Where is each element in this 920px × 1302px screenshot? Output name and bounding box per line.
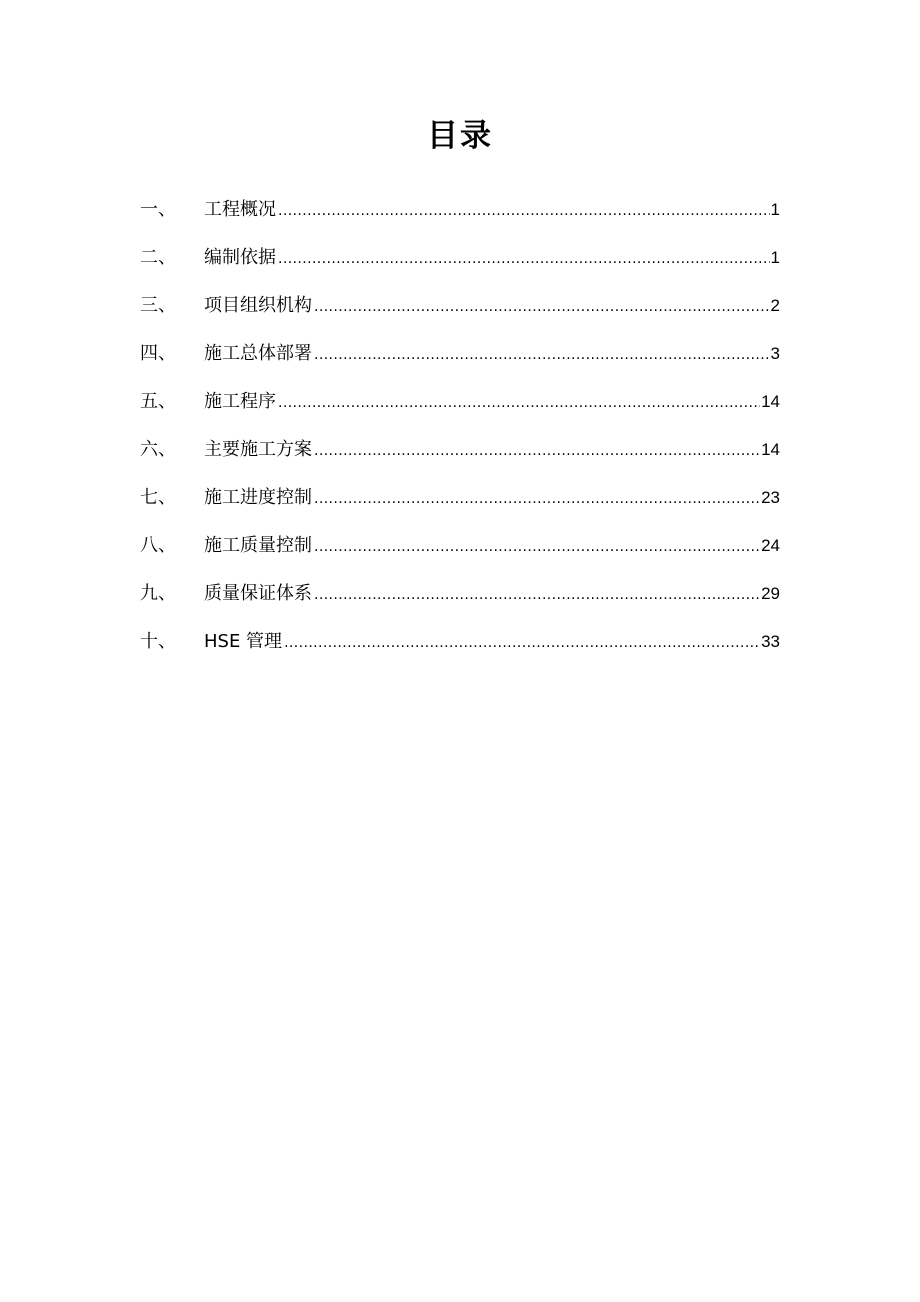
toc-entry-page: 3 <box>770 344 780 363</box>
toc-dot-leader <box>278 379 760 427</box>
toc-entry-title: 项目组织机构 <box>204 295 312 316</box>
toc-entry-page: 23 <box>761 488 780 507</box>
toc-entry-title: 工程概况 <box>204 199 276 220</box>
toc-entry-title: 主要施工方案 <box>204 439 312 460</box>
toc-entry-title: 施工进度控制 <box>204 487 312 508</box>
toc-dot-leader <box>314 427 760 475</box>
toc-entry-4[interactable] <box>140 330 780 378</box>
toc-dot-leader <box>278 187 770 235</box>
toc-entry-3[interactable] <box>140 282 780 330</box>
toc-entry-title: 编制依据 <box>204 247 276 268</box>
toc-entry-10[interactable] <box>140 618 780 666</box>
toc-entry-9[interactable] <box>140 570 780 618</box>
toc-dot-leader <box>314 571 760 619</box>
toc-entry-page: 33 <box>761 632 780 651</box>
toc-entry-number: 三、 <box>140 295 176 316</box>
toc-entry-number: 九、 <box>140 583 176 604</box>
toc-dot-leader <box>314 475 760 523</box>
toc-entry-6[interactable] <box>140 426 780 474</box>
toc-entry-2[interactable] <box>140 234 780 282</box>
toc-entry-number: 六、 <box>140 439 176 460</box>
toc-entry-page: 2 <box>770 296 780 315</box>
toc-entry-8[interactable] <box>140 522 780 570</box>
toc-entry-page: 1 <box>770 200 780 219</box>
toc-entry-1[interactable] <box>140 186 780 234</box>
toc-entry-number: 五、 <box>140 391 176 412</box>
toc-dot-leader <box>314 331 770 379</box>
toc-entry-number: 七、 <box>140 487 176 508</box>
toc-entry-title: HSE 管理 <box>204 631 283 652</box>
toc-list <box>140 186 780 666</box>
toc-entry-page: 29 <box>761 584 780 603</box>
toc-dot-leader <box>284 619 760 667</box>
toc-dot-leader <box>278 235 770 283</box>
toc-dot-leader <box>314 283 770 331</box>
toc-entry-page: 14 <box>761 392 780 411</box>
toc-entry-page: 1 <box>770 248 780 267</box>
page-title: 目录 <box>427 118 493 154</box>
toc-entry-page: 14 <box>761 440 780 459</box>
toc-entry-page: 24 <box>761 536 780 555</box>
toc-entry-title: 施工总体部署 <box>204 343 312 364</box>
toc-entry-number: 四、 <box>140 343 176 364</box>
toc-dot-leader <box>314 523 760 571</box>
toc-entry-title: 质量保证体系 <box>204 583 312 604</box>
toc-entry-title: 施工质量控制 <box>204 535 312 556</box>
toc-entry-5[interactable] <box>140 378 780 426</box>
toc-entry-number: 十、 <box>140 631 176 652</box>
toc-entry-number: 二、 <box>140 247 176 268</box>
toc-entry-title: 施工程序 <box>204 391 276 412</box>
toc-entry-number: 一、 <box>140 199 176 220</box>
toc-entry-number: 八、 <box>140 535 176 556</box>
toc-entry-7[interactable] <box>140 474 780 522</box>
